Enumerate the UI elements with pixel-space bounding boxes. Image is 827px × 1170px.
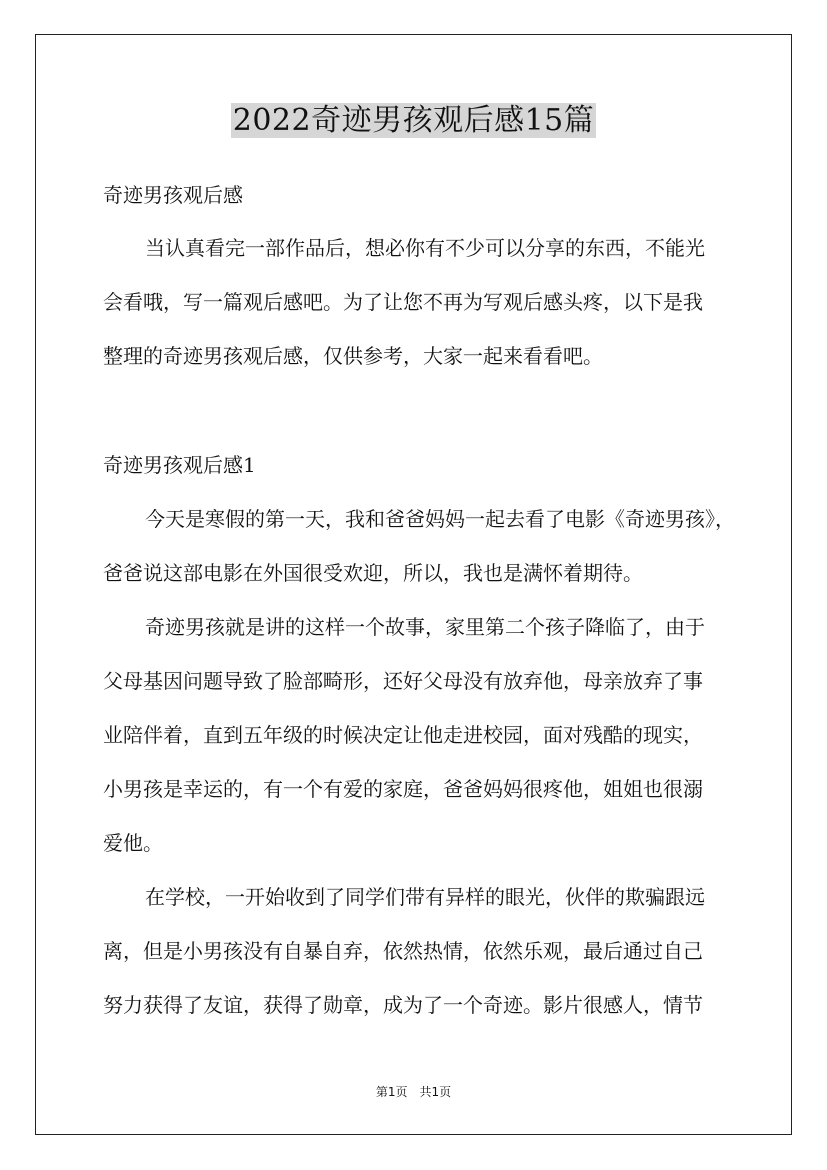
intro-line: 当认真看完一部作品后，想必你有不少可以分享的东西，不能光 <box>145 236 705 260</box>
section-heading: 奇迹男孩观后感 <box>103 183 243 207</box>
paragraph-line: 在学校，一开始收到了同学们带有异样的眼光，伙伴的欺骗跟远 <box>145 885 705 909</box>
intro-line: 整理的奇迹男孩观后感，仅供参考，大家一起来看看吧。 <box>103 344 603 368</box>
paragraph-line: 今天是寒假的第一天，我和爸爸妈妈一起去看了电影《奇迹男孩》， <box>145 507 735 531</box>
page-number-current: 第1页 <box>375 1085 408 1099</box>
page-footer <box>0 1083 827 1100</box>
paragraph-line: 努力获得了友谊，获得了勋章，成为了一个奇迹。影片很感人，情节 <box>103 993 703 1017</box>
paragraph-line: 小男孩是幸运的，有一个有爱的家庭，爸爸妈妈很疼他，姐姐也很溺 <box>103 777 703 801</box>
section-heading: 奇迹男孩观后感1 <box>103 453 256 477</box>
paragraph-line: 爱他。 <box>103 831 163 855</box>
page-number-total: 共1页 <box>419 1085 452 1099</box>
paragraph-line: 爸爸说这部电影在外国很受欢迎，所以，我也是满怀着期待。 <box>103 561 643 585</box>
paragraph-line: 父母基因问题导致了脸部畸形，还好父母没有放弃他，母亲放弃了事 <box>103 669 703 693</box>
paragraph-line: 奇迹男孩就是讲的这样一个故事，家里第二个孩子降临了，由于 <box>145 615 705 639</box>
intro-line: 会看哦，写一篇观后感吧。为了让您不再为写观后感头疼，以下是我 <box>103 290 703 314</box>
document-title <box>0 101 827 141</box>
paragraph-line: 离，但是小男孩没有自暴自弃，依然热情，依然乐观，最后通过自己 <box>103 939 703 963</box>
document-title-text: 2022奇迹男孩观后感15篇 <box>232 103 595 138</box>
paragraph-line: 业陪伴着，直到五年级的时候决定让他走进校园，面对残酷的现实， <box>103 723 703 747</box>
